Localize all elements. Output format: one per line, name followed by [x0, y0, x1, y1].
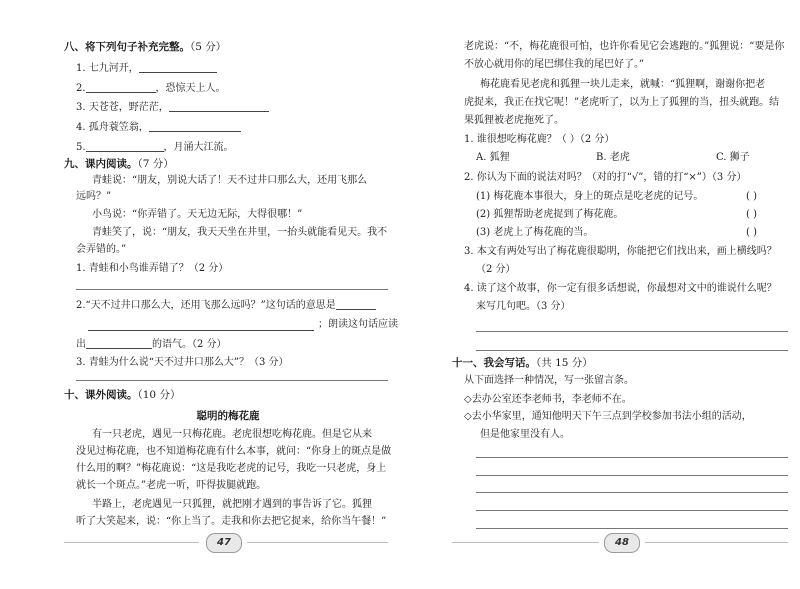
- judge-paren-2[interactable]: ( ): [746, 209, 757, 220]
- story-cont-line: 果狐狸被老虎拖死了。: [464, 115, 564, 126]
- r-question-3: 3. 本文有两处写出了梅花鹿很聪明，你能把它们找出来，画上横线吗？: [464, 246, 777, 257]
- s9-passage-line: 会弄错的。”: [76, 244, 127, 255]
- s9-q2-blank-3[interactable]: [86, 348, 152, 349]
- writing-line[interactable]: [476, 492, 788, 493]
- story-line: 有一只老虎，遇见一只梅花鹿。老虎很想吃梅花鹿。但是它从来: [92, 429, 372, 440]
- page-number-47: 47: [206, 533, 242, 553]
- option-c[interactable]: C. 狮子: [716, 152, 750, 163]
- s9-question-2-cont: ；朗读这句话应读: [318, 319, 398, 330]
- right-page: [400, 0, 800, 589]
- writing-line[interactable]: [476, 457, 788, 458]
- story-line: 半路上，老虎遇见一只狐狸，就把刚才遇到的事告诉了它。狐狸: [92, 499, 372, 510]
- s8-item-1: 1. 七九河开，: [76, 62, 217, 76]
- option-b[interactable]: B. 老虎: [596, 152, 630, 163]
- judge-item-3: (3) 老虎上了梅花鹿的当。: [476, 227, 594, 238]
- footer-rule: [645, 542, 788, 543]
- s9-question-2: 2.“天不过井口那么大，还用飞那么远吗？”这句话的意思是: [76, 299, 376, 313]
- story-line: 听了大笑起来，说：“你上当了。走我和你去把它捉来，给你当午餐！”: [76, 516, 387, 527]
- section-9-heading: 九、课内阅读。（7 分）: [64, 158, 174, 170]
- s8-blank-4[interactable]: [149, 131, 241, 132]
- writing-intro: 从下面选择一种情况，写一张留言条。: [464, 375, 634, 386]
- s8-item-5: 5. ，月涌大江流。: [76, 142, 234, 153]
- s9-passage-line: 青蛙笑了，说：“朋友，我天天坐在井里，一抬头就能看见天。我不: [92, 227, 388, 238]
- story-cont-line: 不放心就用你的尾巴绑住我的尾巴好了。”: [464, 59, 645, 70]
- writing-option-1: ◇去办公室还李老师书，李老师不在。: [464, 394, 632, 405]
- judge-paren-3[interactable]: ( ): [746, 227, 757, 238]
- answer-line[interactable]: [76, 289, 388, 290]
- r-question-4-cont: 来写几句吧。（3 分）: [476, 301, 571, 312]
- page-number-48: 48: [604, 533, 640, 553]
- footer-rule: [64, 542, 199, 543]
- story-line: 没见过梅花鹿，也不知道梅花鹿有什么本事，就问：“你身上的斑点是做: [76, 446, 392, 457]
- writing-line[interactable]: [476, 528, 788, 529]
- s9-question-2-end: 出 的语气。（2 分）: [76, 339, 227, 350]
- section-10-heading: 十、课外阅读。（10 分）: [64, 389, 181, 401]
- r-question-4: 4. 读了这个故事，你一定有很多话想说，你最想对文中的谁说什么呢？: [464, 283, 777, 294]
- r-question-1: 1. 谁很想吃梅花鹿？（ ）（2 分）: [464, 134, 615, 145]
- writing-line[interactable]: [476, 475, 788, 476]
- r-question-3-points: （2 分）: [476, 264, 516, 275]
- s8-blank-3[interactable]: [169, 111, 269, 112]
- section-8-heading: 八、将下列句子补充完整。（5 分）: [64, 41, 227, 53]
- writing-line[interactable]: [476, 510, 788, 511]
- story-title: 聪明的梅花鹿: [196, 410, 260, 422]
- answer-line[interactable]: [476, 350, 788, 351]
- story-cont-line: 梅花鹿看见老虎和狐狸一块儿走来，就喊：“狐狸啊，谢谢你把老: [480, 79, 766, 90]
- s8-item-2: 2. ，恐惊天上人。: [76, 83, 226, 94]
- r-question-2: 2. 你认为下面的说法对吗？（对的打“√”，错的打“×”）（3 分）: [464, 172, 747, 183]
- s9-question-1: 1. 青蛙和小鸟谁弄错了？（2 分）: [76, 263, 229, 274]
- story-cont-line: 虎捉来，我正在找它呢！”老虎听了，以为上了狐狸的当，扭头就跑。结: [464, 97, 780, 108]
- story-line: 就长一个斑点。”老虎一听，吓得拔腿就跑。: [76, 480, 267, 491]
- answer-line[interactable]: [76, 380, 388, 381]
- s8-blank-2[interactable]: [86, 92, 156, 93]
- s9-passage-line: 青蛙说：“朋友，别说大话了！天不过井口那么大，还用飞那么: [92, 175, 368, 186]
- story-cont-line: 老虎说：“不，梅花鹿很可怕，也许你看见它会逃跑的。”狐狸说：“要是你: [464, 41, 785, 52]
- writing-option-2-cont: 但是他家里没有人。: [480, 429, 570, 440]
- writing-option-2: ◇去小华家里，通知他明天下午三点到学校参加书法小组的活动，: [464, 411, 752, 422]
- footer-rule: [452, 542, 599, 543]
- judge-item-2: (2) 狐狸帮助老虎捉到了梅花鹿。: [476, 209, 624, 220]
- s8-item-4: 4. 孤舟蓑笠翁，: [76, 121, 241, 135]
- s9-question-3: 3. 青蛙为什么说“天不过井口那么大”？（3 分）: [76, 357, 289, 368]
- story-line: 什么用的啊？”梅花鹿说：“这是我吃老虎的记号，我吃一只老虎，身上: [76, 463, 387, 474]
- s8-blank-1[interactable]: [139, 72, 217, 73]
- judge-item-1: (1) 梅花鹿本事很大，身上的斑点是吃老虎的记号。: [476, 191, 704, 202]
- judge-paren-1[interactable]: ( ): [746, 191, 757, 202]
- section-11-heading: 十一、我会写话。（共 15 分）: [452, 357, 593, 369]
- s8-item-3: 3. 天苍苍，野茫茫，: [76, 101, 269, 115]
- s9-passage-line: 小鸟说：“你弄错了。天无边无际，大得很哪！”: [92, 209, 303, 220]
- s8-blank-5[interactable]: [86, 151, 164, 152]
- footer-rule: [247, 542, 388, 543]
- answer-line[interactable]: [476, 331, 788, 332]
- option-a[interactable]: A. 狐狸: [476, 152, 510, 163]
- s9-q2-blank-2[interactable]: [88, 330, 314, 331]
- s9-passage-line: 远吗？”: [76, 191, 112, 202]
- s9-q2-blank-1[interactable]: [336, 309, 376, 310]
